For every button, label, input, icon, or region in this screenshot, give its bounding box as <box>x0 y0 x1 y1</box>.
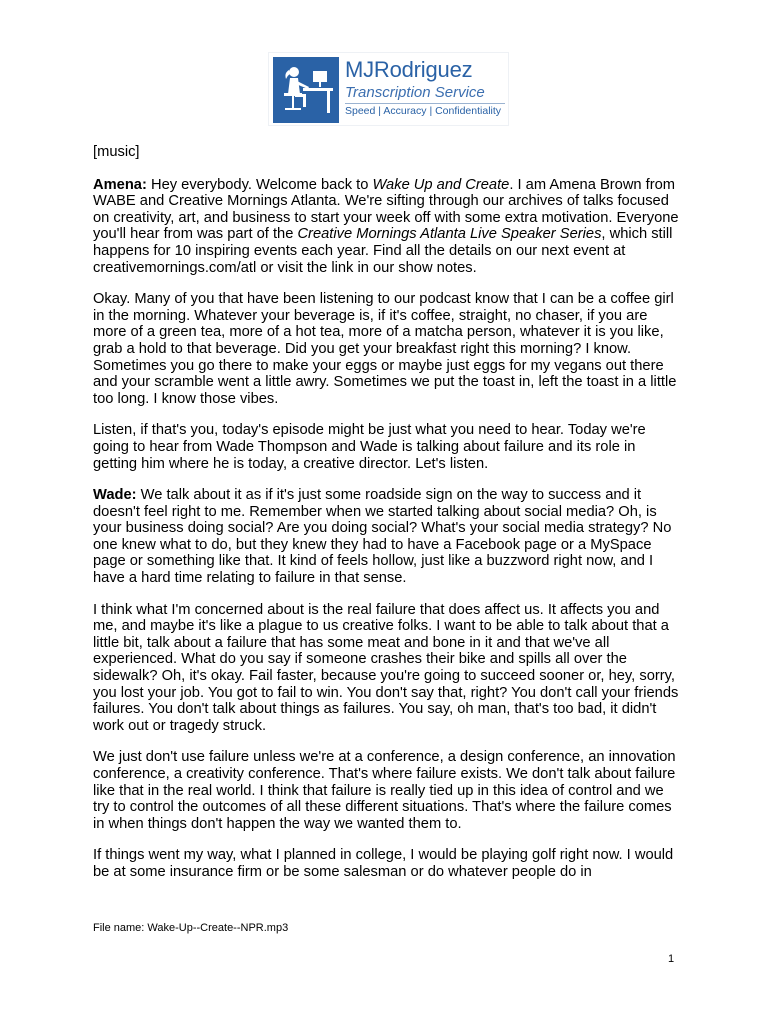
logo-subtitle: Transcription Service <box>345 84 485 101</box>
paragraph-real-failure: I think what I'm concerned about is the real failure that does affect us. It affects you and me, and maybe it's like a plague to us creative folks. I want to be able to talk about that a little bit, talk about a failure that has some meat and bone in it and that we've all experienced. What do you say if someone crashes their bike and spills all over the sidewalk? Oh, it's okay. Fail faster, because you're going to succeed sooner or, hey, sorry, you lost your job. You got to fail to win. You don't say that, right? You don't call your friends failures. You don't talk about things as failures. You say, oh man, that's too bad, it didn't work out or tragedy struck. <box>93 601 679 734</box>
paragraph-text: , which still happens for 10 inspiring events each year. Find all the details on our next event at creativemornings.com/atl or visit the link in our show notes. <box>93 226 673 276</box>
typist-at-desk-icon <box>273 57 339 123</box>
paragraph-coffee: Okay. Many of you that have been listening to our podcast know that I can be a coffee girl in the morning. Whatever your beverage is, if it's coffee, straight, no chaser, if you are more of a green tea, more of a hot tea, more of a matcha person, whatever it is you like, grab a hold to that beverage. Did you get your breakfast right this morning? I know. Sometimes you go there to make your eggs or maybe just eggs for my vegans out there and your scramble went a little awry. Sometimes we put the toast in, left the toast in a little too long. I know those vibes. <box>93 291 677 407</box>
podcast-title: Wake Up and Create <box>372 176 510 193</box>
music-cue: [music] <box>93 144 140 160</box>
logo-title: MJRodriguez <box>345 57 473 82</box>
page-number: 1 <box>668 953 675 965</box>
transcript-body <box>93 144 683 896</box>
paragraph-conference: We just don't use failure unless we're at a conference, a design conference, an innovation conference, a creativity conference. That's where failure exists. We don't talk about failure like that in the real world. I think that failure is really tied up in this idea of control and we try to control the outcomes of all these different situations. That's where the failure comes in when things don't happen the way we wanted them to. <box>93 749 676 832</box>
logo-divider <box>345 103 505 104</box>
paragraph-episode-intro: Listen, if that's you, today's episode might be just what you need to hear. Today we're going to hear from Wade Thompson and Wade is talking about failure and its role in getting him where he is today, a creative director. Let's listen. <box>93 422 646 472</box>
paragraph-college: If things went my way, what I planned in college, I would be playing golf right now. I would be at some insurance firm or be some salesman or do whatever people do in <box>93 847 674 880</box>
logo-tagline: Speed | Accuracy | Confidentiality <box>345 105 502 117</box>
paragraph-wade-social <box>93 487 683 587</box>
paragraph-text: We talk about it as if it's just some roadside sign on the way to success and it doesn't feel right to me. Remember when we started talking about social media? Oh, is your business doing social? Are you doing social? What's your social media strategy? No one knew what to do, but they knew they had to have a Facebook page or a MySpace page or something like that. It kind of feels hollow, just like a buzzword right now, and I have a hard time relating to failure in that sense. <box>93 487 672 587</box>
speaker-label-amena: Amena: <box>93 176 147 193</box>
company-logo <box>268 52 509 126</box>
speaker-series-title: Creative Mornings Atlanta Live Speaker Series <box>297 226 602 243</box>
paragraph-text: . I am Amena Brown from WABE and Creative Mornings Atlanta. We're sifting through our archives of talks focused on creativity, art, and business to start your week off with some extra motivation. Everyone you'll hear from was part of the <box>93 176 679 243</box>
footer-filename: File name: Wake-Up--Create--NPR.mp3 <box>93 922 289 934</box>
speaker-label-wade: Wade: <box>93 487 137 504</box>
paragraph-text: Hey everybody. Welcome back to <box>146 176 373 193</box>
paragraph-amena-intro <box>93 177 683 277</box>
